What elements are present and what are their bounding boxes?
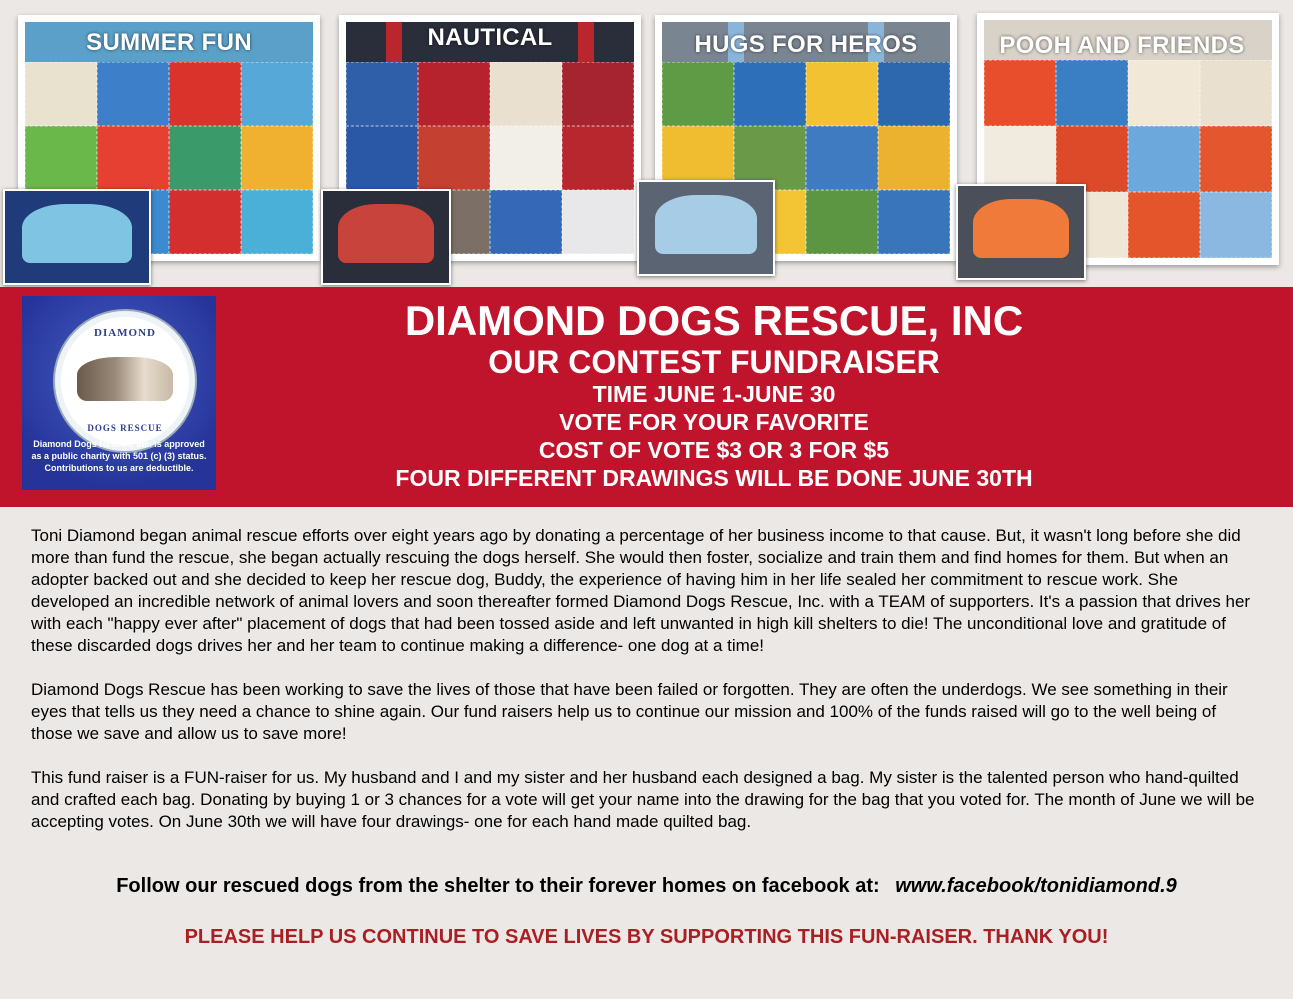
banner-subtitle: OUR CONTEST FUNDRAISER (488, 344, 940, 380)
closing-appeal: PLEASE HELP US CONTINUE TO SAVE LIVES BY SUPPORTING THIS FUN-RAISER. THANK YOU! (184, 926, 1109, 948)
logo-dogs-image (77, 357, 173, 401)
banner-title: DIAMOND DOGS RESCUE, INC (404, 297, 1024, 344)
banner-line-time: TIME JUNE 1-JUNE 30 (592, 381, 836, 407)
bag-title: NAUTICAL (427, 24, 553, 51)
banner-line-drawings: FOUR DIFFERENT DRAWINGS WILL BE DONE JUNE 30TH (395, 465, 1033, 491)
banner-line-vote: VOTE FOR YOUR FAVORITE (559, 409, 869, 435)
logo-caption: Diamond Dogs Rescue, Inc. is approved as a public charity with 501 (c) (3) status. Contributions to us are deductible. (31, 439, 207, 473)
title-banner (0, 287, 1293, 507)
story-text (31, 525, 1256, 855)
bag-title: POOH AND FRIENDS (999, 32, 1245, 59)
paragraph: Toni Diamond began animal rescue efforts over eight years ago by donating a percentage of her business income to that cause. But, it wasn't long before she did more than fund the rescue, she began actually rescuing the dogs herself. She would then foster, socialize and train them and find homes for them. But when an adopter backed out and she decided to keep her rescue dog, Buddy, the experience of having him in her life sealed her commitment to rescue work. She developed an incredible network of animal lovers and soon thereafter formed Diamond Dogs Rescue, Inc. with a TEAM of supporters. It's a passion that drives her with each "happy ever after" placement of dogs that had been tossed aside and left unwanted in high kill shelters to die! The unconditional love and gratitude of these discarded dogs drives her and her team to continue making a difference- one dog at a time! (31, 526, 1251, 655)
bag-interior-photo (956, 184, 1086, 280)
paragraph: Diamond Dogs Rescue has been working to save the lives of those that have been failed or forgotten. They are often the underdogs. We see something in their eyes that tells us they need a chance to shine again. Our fund raisers help us to continue our mission and 100% of the funds raised will go to the well being of those we save and allow us to save more! (31, 680, 1228, 743)
facebook-url[interactable]: www.facebook/tonidiamond.9 (895, 875, 1177, 897)
banner-text (215, 298, 1213, 492)
paragraph: This fund raiser is a FUN-raiser for us. My husband and I and my sister and her husband each designed a bag. My sister is the talented person who hand-quilted and crafted each bag. Donating by buying 1 or 3 chances for a vote will get your name into the drawing for the bag that you voted for. The month of June we will be accepting votes. On June 30th we will have four drawings- one for each hand made quilted bag. (31, 768, 1255, 831)
bag-title: HUGS FOR HEROS (694, 31, 918, 58)
facebook-follow-line (0, 875, 1293, 898)
logo-ring-bottom-text: DOGS RESCUE (87, 423, 163, 433)
banner-line-cost: COST OF VOTE $3 OR 3 FOR $5 (538, 437, 890, 463)
bag-interior-photo (637, 180, 775, 276)
follow-text: Follow our rescued dogs from the shelter to their forever homes on facebook at: (116, 875, 880, 897)
logo-ring-top-text: DIAMOND (94, 327, 156, 339)
bag-interior-photo (3, 189, 151, 285)
rescue-logo (22, 296, 216, 490)
logo-life-ring (55, 311, 195, 451)
bag-interior-photo (321, 189, 451, 285)
bag-title: SUMMER FUN (86, 29, 252, 56)
